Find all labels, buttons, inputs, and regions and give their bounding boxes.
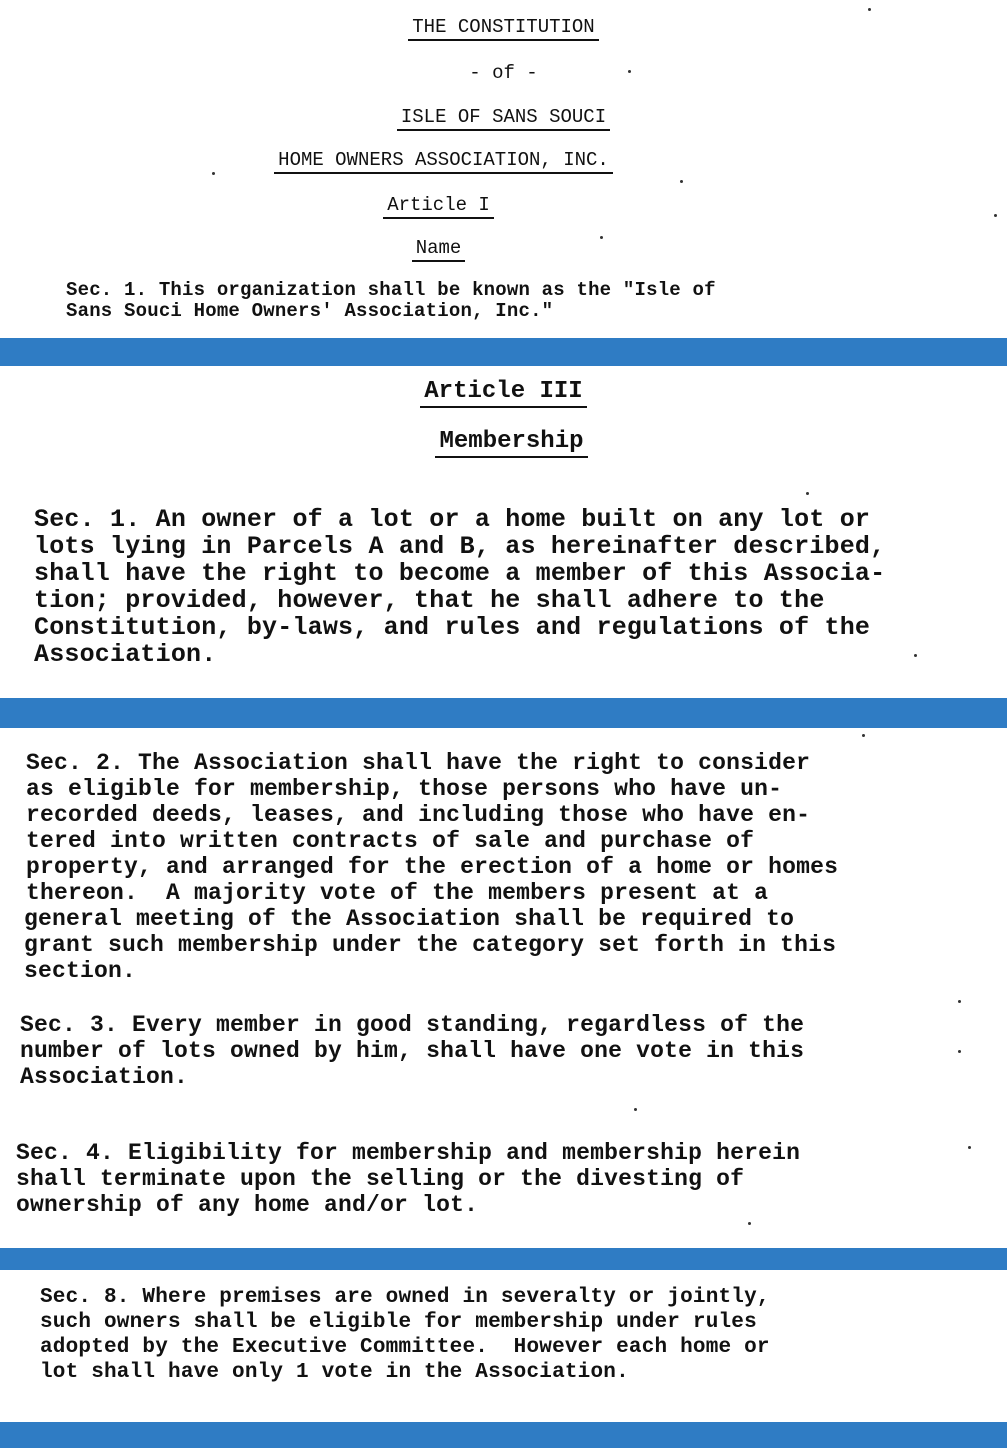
article-3-subheading-line [8,428,1007,458]
article-3-sec-1-line-5: Constitution, by-laws, and rules and regulations of the [34,613,871,642]
ink-speck [914,654,917,657]
article-1-heading-line [0,194,942,219]
panel-section-8 [0,1270,1007,1422]
article-3-sec-1-line-2: lots lying in Parcels A and B, as hereinafter described, [34,532,886,561]
ink-speck [680,180,683,183]
sec-8-line-2: such owners shall be eligible for membership under rules [40,1311,757,1334]
sec-2-line-2: as eligible for membership, those persons who have un- [26,776,783,802]
sec-4-line-2: shall terminate upon the selling or the divesting of [16,1166,745,1192]
article-1-heading: Article I [383,194,494,219]
article-1-subheading-line [0,237,942,262]
ink-speck [806,492,809,495]
article-3-heading-line [0,378,1007,408]
org-line-1 [0,106,1007,131]
ink-speck [958,1050,961,1053]
article-3-subheading: Membership [435,428,587,458]
sec-2-line-4: tered into written contracts of sale and purchase of [26,828,755,854]
ink-speck [868,8,871,11]
org-name-2: HOME OWNERS ASSOCIATION, INC. [274,149,613,174]
ink-speck [628,70,631,73]
sec-2-line-5: property, and arranged for the erection of a home or homes [26,854,839,880]
ink-speck [634,1108,637,1111]
article-1-subheading: Name [412,237,466,262]
ink-speck [968,1146,971,1149]
sec-3-line-2: number of lots owned by him, shall have one vote in this [20,1038,805,1064]
panel-article-1 [0,0,1007,338]
org-name-1: ISLE OF SANS SOUCI [397,106,610,131]
org-line-2 [0,149,947,174]
article-1-sec-1-line-2: Sans Souci Home Owners' Association, Inc." [66,300,554,322]
article-3-sec-1-line-4: tion; provided, however, that he shall adhere to the [34,586,825,615]
sec-8-line-1: Sec. 8. Where premises are owned in severalty or jointly, [40,1286,770,1309]
article-3-heading: Article III [420,378,586,408]
ink-speck [958,1000,961,1003]
sec-2-line-3: recorded deeds, leases, and including those who have en- [26,802,811,828]
sec-2-line-8: grant such membership under the category set forth in this [24,932,837,958]
sec-2-line-6: thereon. A majority vote of the members present at a [26,880,769,906]
separator-bar [0,1248,1007,1270]
of-text: - of - [469,62,538,84]
of-line [0,62,1007,84]
ink-speck [212,172,215,175]
sec-8-line-3: adopted by the Executive Committee. However each home or [40,1336,770,1359]
sec-4-line-3: ownership of any home and/or lot. [16,1192,479,1218]
sec-4-line-1: Sec. 4. Eligibility for membership and membership herein [16,1140,801,1166]
article-1-sec-1-line-1: Sec. 1. This organization shall be known as the "Isle of [66,279,716,301]
sec-2-line-7: general meeting of the Association shall be required to [24,906,795,932]
panel-sections-2-4 [0,728,1007,1248]
separator-bar [0,698,1007,728]
title-line [0,16,1007,41]
sec-8-line-4: lot shall have only 1 vote in the Association. [40,1361,629,1384]
document-title: THE CONSTITUTION [408,16,598,41]
ink-speck [862,734,865,737]
sec-3-line-1: Sec. 3. Every member in good standing, regardless of the [20,1012,805,1038]
article-3-sec-1-line-1: Sec. 1. An owner of a lot or a home built on any lot or [34,505,871,534]
sec-2-line-9: section. [24,958,137,984]
sec-2-line-1: Sec. 2. The Association shall have the right to consider [26,750,811,776]
ink-speck [994,214,997,217]
article-3-sec-1-line-6: Association. [34,640,217,669]
ink-speck [600,236,603,239]
separator-bar [0,1422,1007,1448]
sec-3-line-3: Association. [20,1064,189,1090]
ink-speck [748,1222,751,1225]
article-3-sec-1-line-3: shall have the right to become a member of this Associa- [34,559,886,588]
panel-article-3 [0,366,1007,698]
separator-bar [0,338,1007,366]
